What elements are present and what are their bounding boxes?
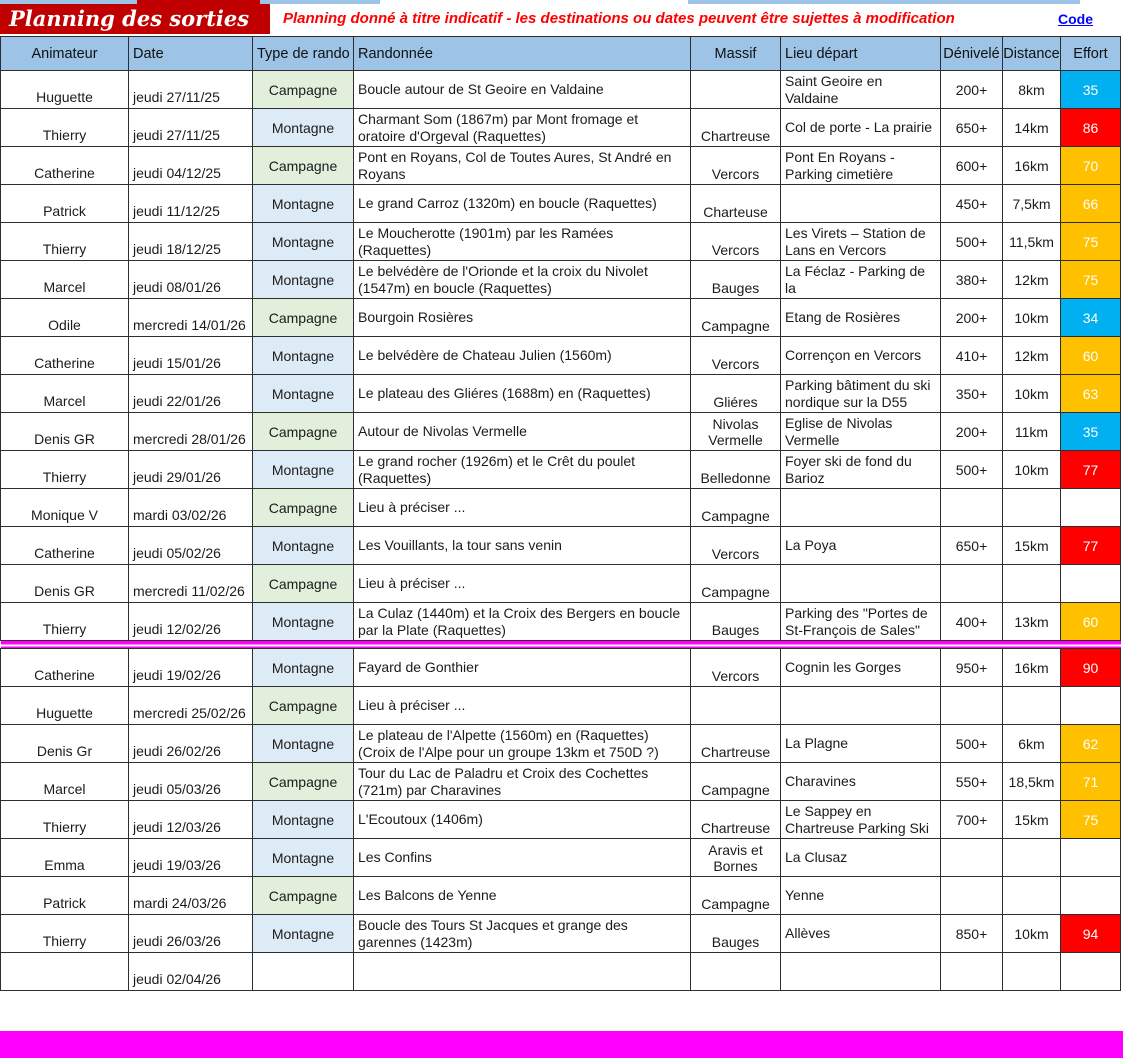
cell-effort[interactable]: 75	[1061, 223, 1121, 261]
column-header-animateur: Animateur	[1, 37, 129, 71]
cell-date[interactable]: jeudi 18/12/25	[129, 223, 253, 261]
cell-lieu-depart[interactable]	[781, 953, 941, 991]
cell-lieu-depart[interactable]: Parking des "Portes de St-François de Sales"	[781, 603, 941, 641]
cell-distance[interactable]	[1003, 489, 1061, 527]
cell-type[interactable]: Montagne	[253, 915, 354, 953]
cell-randonnee[interactable]: Boucle autour de St Geoire en Valdaine	[354, 71, 691, 109]
cell-date[interactable]: jeudi 29/01/26	[129, 451, 253, 489]
cell-date[interactable]: mercredi 28/01/26	[129, 413, 253, 451]
cell-denivele[interactable]	[941, 687, 1003, 725]
table-row	[1, 603, 1121, 641]
cell-denivele[interactable]: 650+	[941, 109, 1003, 147]
cell-date[interactable]: jeudi 26/03/26	[129, 915, 253, 953]
column-header-type: Type de rando	[253, 37, 354, 71]
cell-massif[interactable]: Bauges	[691, 261, 781, 299]
cell-date[interactable]: jeudi 27/11/25	[129, 109, 253, 147]
cell-distance[interactable]: 7,5km	[1003, 185, 1061, 223]
cell-denivele[interactable]	[941, 839, 1003, 877]
cell-distance[interactable]: 18,5km	[1003, 763, 1061, 801]
cell-lieu-depart[interactable]: La Féclaz - Parking de la	[781, 261, 941, 299]
column-header-date: Date	[129, 37, 253, 71]
cell-denivele[interactable]: 650+	[941, 527, 1003, 565]
cell-denivele[interactable]: 700+	[941, 801, 1003, 839]
cell-massif[interactable]: Campagne	[691, 489, 781, 527]
cell-date[interactable]: jeudi 19/02/26	[129, 649, 253, 687]
column-header-effort: Effort	[1061, 37, 1121, 71]
table-row	[1, 877, 1121, 915]
cell-date[interactable]: jeudi 11/12/25	[129, 185, 253, 223]
cell-type[interactable]: Campagne	[253, 565, 354, 603]
cell-lieu-depart[interactable]: Eglise de Nivolas Vermelle	[781, 413, 941, 451]
cell-randonnee[interactable]: Lieu à préciser ...	[354, 687, 691, 725]
cell-distance[interactable]: 10km	[1003, 451, 1061, 489]
cell-date[interactable]: mardi 24/03/26	[129, 877, 253, 915]
table-row	[1, 801, 1121, 839]
cell-type[interactable]: Montagne	[253, 527, 354, 565]
cell-distance[interactable]: 10km	[1003, 299, 1061, 337]
cell-animateur[interactable]: Thierry	[1, 451, 129, 489]
cell-animateur[interactable]: Catherine	[1, 649, 129, 687]
cell-massif[interactable]: Belledonne	[691, 451, 781, 489]
cell-effort[interactable]: 75	[1061, 801, 1121, 839]
cell-denivele[interactable]: 950+	[941, 649, 1003, 687]
cell-distance[interactable]: 14km	[1003, 109, 1061, 147]
cell-type[interactable]: Campagne	[253, 71, 354, 109]
cell-lieu-depart[interactable]: Saint Geoire en Valdaine	[781, 71, 941, 109]
cell-randonnee[interactable]: Les Vouillants, la tour sans venin	[354, 527, 691, 565]
cell-date[interactable]: jeudi 26/02/26	[129, 725, 253, 763]
cell-denivele[interactable]: 200+	[941, 299, 1003, 337]
cell-type[interactable]: Montagne	[253, 451, 354, 489]
cell-denivele[interactable]: 500+	[941, 223, 1003, 261]
cell-lieu-depart[interactable]: Col de porte - La prairie	[781, 109, 941, 147]
cell-massif[interactable]: Gliéres	[691, 375, 781, 413]
cell-randonnee[interactable]: Pont en Royans, Col de Toutes Aures, St André en Royans	[354, 147, 691, 185]
cell-massif[interactable]: Vercors	[691, 337, 781, 375]
table-row	[1, 413, 1121, 451]
cell-animateur[interactable]: Huguette	[1, 687, 129, 725]
table-row	[1, 915, 1121, 953]
cell-effort[interactable]: 86	[1061, 109, 1121, 147]
cell-type[interactable]	[253, 953, 354, 991]
table-row	[1, 71, 1121, 109]
cell-massif[interactable]: Campagne	[691, 299, 781, 337]
cell-massif[interactable]	[691, 71, 781, 109]
cell-effort[interactable]: 77	[1061, 527, 1121, 565]
cell-lieu-depart[interactable]	[781, 185, 941, 223]
cell-effort[interactable]	[1061, 489, 1121, 527]
cell-animateur[interactable]: Marcel	[1, 261, 129, 299]
planning-table-body	[1, 71, 1121, 991]
cell-massif[interactable]	[691, 953, 781, 991]
cell-massif[interactable]: Vercors	[691, 527, 781, 565]
cell-distance[interactable]: 12km	[1003, 261, 1061, 299]
column-header-distance: Distance	[1003, 37, 1061, 71]
table-row	[1, 147, 1121, 185]
cell-lieu-depart[interactable]: La Plagne	[781, 725, 941, 763]
cell-distance[interactable]: 12km	[1003, 337, 1061, 375]
table-row	[1, 725, 1121, 763]
cell-lieu-depart[interactable]	[781, 489, 941, 527]
cell-effort[interactable]: 62	[1061, 725, 1121, 763]
cell-effort[interactable]: 94	[1061, 915, 1121, 953]
cell-type[interactable]: Montagne	[253, 603, 354, 641]
cell-animateur[interactable]: Denis GR	[1, 565, 129, 603]
cell-lieu-depart[interactable]: Pont En Royans - Parking cimetière	[781, 147, 941, 185]
column-header-denivele: Dénivelé	[941, 37, 1003, 71]
cell-type[interactable]: Campagne	[253, 147, 354, 185]
cell-effort[interactable]: 35	[1061, 413, 1121, 451]
cell-type[interactable]: Campagne	[253, 877, 354, 915]
cell-massif[interactable]	[691, 687, 781, 725]
cell-animateur[interactable]: Catherine	[1, 527, 129, 565]
cell-animateur[interactable]: Marcel	[1, 375, 129, 413]
cell-lieu-depart[interactable]	[781, 565, 941, 603]
cell-massif[interactable]: Nivolas Vermelle	[691, 413, 781, 451]
cell-randonnee[interactable]: Le grand Carroz (1320m) en boucle (Raquettes)	[354, 185, 691, 223]
cell-date[interactable]: mercredi 11/02/26	[129, 565, 253, 603]
cell-randonnee[interactable]: La Culaz (1440m) et la Croix des Bergers en boucle par la Plate (Raquettes)	[354, 603, 691, 641]
cell-massif[interactable]: Campagne	[691, 565, 781, 603]
cell-animateur[interactable]: Patrick	[1, 877, 129, 915]
cell-massif[interactable]: Campagne	[691, 877, 781, 915]
cell-distance[interactable]: 8km	[1003, 71, 1061, 109]
table-row	[1, 687, 1121, 725]
cell-type[interactable]: Campagne	[253, 413, 354, 451]
table-row	[1, 763, 1121, 801]
cell-type[interactable]: Campagne	[253, 687, 354, 725]
cell-randonnee[interactable]: Le plateau de l'Alpette (1560m) en (Raquettes) (Croix de l'Alpe pour un groupe 13km et 750D ?)	[354, 725, 691, 763]
cell-effort[interactable]: 63	[1061, 375, 1121, 413]
cell-massif[interactable]: Vercors	[691, 147, 781, 185]
cell-randonnee[interactable]: Les Balcons de Yenne	[354, 877, 691, 915]
cell-denivele[interactable]: 410+	[941, 337, 1003, 375]
cell-effort[interactable]: 66	[1061, 185, 1121, 223]
table-row	[1, 565, 1121, 603]
cell-distance[interactable]: 15km	[1003, 801, 1061, 839]
cell-lieu-depart[interactable]: Allèves	[781, 915, 941, 953]
cell-distance[interactable]: 16km	[1003, 649, 1061, 687]
table-row	[1, 109, 1121, 147]
cell-massif[interactable]: Aravis et Bornes	[691, 839, 781, 877]
cell-type[interactable]: Montagne	[253, 109, 354, 147]
cell-denivele[interactable]: 350+	[941, 375, 1003, 413]
cell-date[interactable]: jeudi 12/02/26	[129, 603, 253, 641]
cell-animateur[interactable]: Monique V	[1, 489, 129, 527]
cell-animateur[interactable]: Catherine	[1, 147, 129, 185]
planning-table	[0, 36, 1121, 991]
cell-effort[interactable]	[1061, 565, 1121, 603]
table-row	[1, 185, 1121, 223]
cell-lieu-depart[interactable]: Yenne	[781, 877, 941, 915]
cell-effort[interactable]: 71	[1061, 763, 1121, 801]
section-separator	[1, 641, 1121, 649]
cell-date[interactable]: jeudi 04/12/25	[129, 147, 253, 185]
cell-distance[interactable]: 15km	[1003, 527, 1061, 565]
table-row	[1, 223, 1121, 261]
cell-massif[interactable]: Campagne	[691, 763, 781, 801]
cell-type[interactable]: Montagne	[253, 375, 354, 413]
cell-animateur[interactable]: Thierry	[1, 603, 129, 641]
cell-type[interactable]: Campagne	[253, 489, 354, 527]
cell-animateur[interactable]: Denis Gr	[1, 725, 129, 763]
table-row	[1, 299, 1121, 337]
cell-type[interactable]: Campagne	[253, 763, 354, 801]
cell-randonnee[interactable]: Le grand rocher (1926m) et le Crêt du poulet (Raquettes)	[354, 451, 691, 489]
cell-randonnee[interactable]: L'Ecoutoux (1406m)	[354, 801, 691, 839]
cell-denivele[interactable]	[941, 565, 1003, 603]
cell-distance[interactable]	[1003, 877, 1061, 915]
cell-denivele[interactable]	[941, 953, 1003, 991]
cell-date[interactable]: jeudi 22/01/26	[129, 375, 253, 413]
table-row	[1, 261, 1121, 299]
cell-effort[interactable]: 60	[1061, 337, 1121, 375]
cell-date[interactable]: jeudi 27/11/25	[129, 71, 253, 109]
cell-animateur[interactable]: Thierry	[1, 109, 129, 147]
cell-distance[interactable]: 16km	[1003, 147, 1061, 185]
cell-date[interactable]: jeudi 05/02/26	[129, 527, 253, 565]
cell-denivele[interactable]: 450+	[941, 185, 1003, 223]
cell-randonnee[interactable]: Les Confins	[354, 839, 691, 877]
cell-type[interactable]: Montagne	[253, 337, 354, 375]
table-row	[1, 649, 1121, 687]
cell-lieu-depart[interactable]: Foyer ski de fond du Barioz	[781, 451, 941, 489]
cell-date[interactable]: jeudi 05/03/26	[129, 763, 253, 801]
cell-effort[interactable]	[1061, 839, 1121, 877]
cell-distance[interactable]: 11,5km	[1003, 223, 1061, 261]
cell-lieu-depart[interactable]: Charavines	[781, 763, 941, 801]
cell-type[interactable]: Montagne	[253, 223, 354, 261]
cell-randonnee[interactable]: Lieu à préciser ...	[354, 489, 691, 527]
table-row	[1, 451, 1121, 489]
cell-massif[interactable]: Vercors	[691, 223, 781, 261]
title-band	[0, 4, 1123, 35]
cell-lieu-depart[interactable]: Les Virets – Station de Lans en Vercors	[781, 223, 941, 261]
cell-type[interactable]: Campagne	[253, 299, 354, 337]
cell-massif[interactable]: Chartreuse	[691, 801, 781, 839]
cell-type[interactable]: Montagne	[253, 725, 354, 763]
cell-denivele[interactable]: 850+	[941, 915, 1003, 953]
cell-randonnee[interactable]: Lieu à préciser ...	[354, 565, 691, 603]
page-title: Planning des sorties	[0, 4, 270, 34]
table-row	[1, 839, 1121, 877]
cell-date[interactable]: jeudi 12/03/26	[129, 801, 253, 839]
cell-effort[interactable]	[1061, 953, 1121, 991]
cell-lieu-depart[interactable]: Cognin les Gorges	[781, 649, 941, 687]
cell-lieu-depart[interactable]: Parking bâtiment du ski nordique sur la D55	[781, 375, 941, 413]
cell-massif[interactable]: Chartreuse	[691, 725, 781, 763]
cell-lieu-depart[interactable]: La Poya	[781, 527, 941, 565]
cell-massif[interactable]: Bauges	[691, 915, 781, 953]
cell-randonnee[interactable]: Autour de Nivolas Vermelle	[354, 413, 691, 451]
cell-distance[interactable]: 10km	[1003, 915, 1061, 953]
cell-animateur[interactable]: Marcel	[1, 763, 129, 801]
cell-effort[interactable]: 90	[1061, 649, 1121, 687]
cell-animateur[interactable]: Thierry	[1, 223, 129, 261]
cell-animateur[interactable]: Emma	[1, 839, 129, 877]
cell-date[interactable]: jeudi 19/03/26	[129, 839, 253, 877]
cell-denivele[interactable]	[941, 877, 1003, 915]
code-link[interactable]: Code	[1058, 11, 1093, 27]
cell-effort[interactable]: 75	[1061, 261, 1121, 299]
cell-effort[interactable]	[1061, 687, 1121, 725]
cell-randonnee[interactable]: Boucle des Tours St Jacques et grange des garennes (1423m)	[354, 915, 691, 953]
cell-animateur[interactable]: Catherine	[1, 337, 129, 375]
cell-randonnee[interactable]	[354, 953, 691, 991]
cell-lieu-depart[interactable]: La Clusaz	[781, 839, 941, 877]
column-header-massif: Massif	[691, 37, 781, 71]
cell-randonnee[interactable]: Fayard de Gonthier	[354, 649, 691, 687]
column-header-randonnee: Randonnée	[354, 37, 691, 71]
table-row	[1, 527, 1121, 565]
cell-type[interactable]: Montagne	[253, 185, 354, 223]
cell-type[interactable]: Montagne	[253, 649, 354, 687]
table-row	[1, 953, 1121, 991]
cell-denivele[interactable]: 200+	[941, 413, 1003, 451]
cell-lieu-depart[interactable]: Etang de Rosières	[781, 299, 941, 337]
cell-date[interactable]: jeudi 02/04/26	[129, 953, 253, 991]
cell-effort[interactable]: 35	[1061, 71, 1121, 109]
cell-denivele[interactable]	[941, 489, 1003, 527]
cell-denivele[interactable]: 380+	[941, 261, 1003, 299]
column-header-lieu-depart: Lieu départ	[781, 37, 941, 71]
cell-date[interactable]: mardi 03/02/26	[129, 489, 253, 527]
cell-effort[interactable]: 70	[1061, 147, 1121, 185]
cell-effort[interactable]: 77	[1061, 451, 1121, 489]
cell-massif[interactable]: Chartreuse	[691, 109, 781, 147]
cell-animateur[interactable]: Denis GR	[1, 413, 129, 451]
cell-effort[interactable]: 60	[1061, 603, 1121, 641]
cell-distance[interactable]: 11km	[1003, 413, 1061, 451]
cell-distance[interactable]	[1003, 839, 1061, 877]
cell-randonnee[interactable]: Charmant Som (1867m) par Mont fromage et oratoire d'Orgeval (Raquettes)	[354, 109, 691, 147]
cell-denivele[interactable]: 600+	[941, 147, 1003, 185]
cell-massif[interactable]: Charteuse	[691, 185, 781, 223]
cell-distance[interactable]	[1003, 565, 1061, 603]
cell-denivele[interactable]: 400+	[941, 603, 1003, 641]
cell-date[interactable]: mercredi 25/02/26	[129, 687, 253, 725]
cell-date[interactable]: jeudi 08/01/26	[129, 261, 253, 299]
cell-randonnee[interactable]: Le plateau des Gliéres (1688m) en (Raquettes)	[354, 375, 691, 413]
cell-massif[interactable]: Bauges	[691, 603, 781, 641]
table-row	[1, 489, 1121, 527]
cell-effort[interactable]	[1061, 877, 1121, 915]
cell-date[interactable]: jeudi 15/01/26	[129, 337, 253, 375]
cell-type[interactable]: Montagne	[253, 839, 354, 877]
cell-randonnee[interactable]: Bourgoin Rosières	[354, 299, 691, 337]
cell-effort[interactable]: 34	[1061, 299, 1121, 337]
cell-randonnee[interactable]: Le Moucherotte (1901m) par les Ramées (Raquettes)	[354, 223, 691, 261]
cell-animateur[interactable]: Thierry	[1, 915, 129, 953]
cell-distance[interactable]	[1003, 687, 1061, 725]
cell-animateur[interactable]: Thierry	[1, 801, 129, 839]
cell-date[interactable]: mercredi 14/01/26	[129, 299, 253, 337]
cell-lieu-depart[interactable]: Corrençon en Vercors	[781, 337, 941, 375]
cell-denivele[interactable]: 550+	[941, 763, 1003, 801]
cell-distance[interactable]	[1003, 953, 1061, 991]
cell-distance[interactable]: 13km	[1003, 603, 1061, 641]
header-row	[1, 37, 1121, 71]
cell-randonnee[interactable]: Tour du Lac de Paladru et Croix des Cochettes (721m) par Charavines	[354, 763, 691, 801]
cell-animateur[interactable]: Huguette	[1, 71, 129, 109]
cell-denivele[interactable]: 200+	[941, 71, 1003, 109]
cell-lieu-depart[interactable]	[781, 687, 941, 725]
cell-randonnee[interactable]: Le belvédère de Chateau Julien (1560m)	[354, 337, 691, 375]
cell-distance[interactable]: 10km	[1003, 375, 1061, 413]
cell-denivele[interactable]: 500+	[941, 451, 1003, 489]
cell-distance[interactable]: 6km	[1003, 725, 1061, 763]
cell-massif[interactable]: Vercors	[691, 649, 781, 687]
cell-randonnee[interactable]: Le belvédère de l'Orionde et la croix du Nivolet (1547m) en boucle (Raquettes)	[354, 261, 691, 299]
cell-denivele[interactable]: 500+	[941, 725, 1003, 763]
table-row	[1, 375, 1121, 413]
cell-animateur[interactable]: Patrick	[1, 185, 129, 223]
cell-lieu-depart[interactable]: Le Sappey en Chartreuse Parking Ski	[781, 801, 941, 839]
cell-animateur[interactable]	[1, 953, 129, 991]
notice-text: Planning donné à titre indicatif - les destinations ou dates peuvent être sujettes à modification	[283, 10, 955, 27]
cell-animateur[interactable]: Odile	[1, 299, 129, 337]
cell-type[interactable]: Montagne	[253, 261, 354, 299]
cell-type[interactable]: Montagne	[253, 801, 354, 839]
bottom-separator-bar	[0, 1031, 1123, 1058]
table-row	[1, 337, 1121, 375]
